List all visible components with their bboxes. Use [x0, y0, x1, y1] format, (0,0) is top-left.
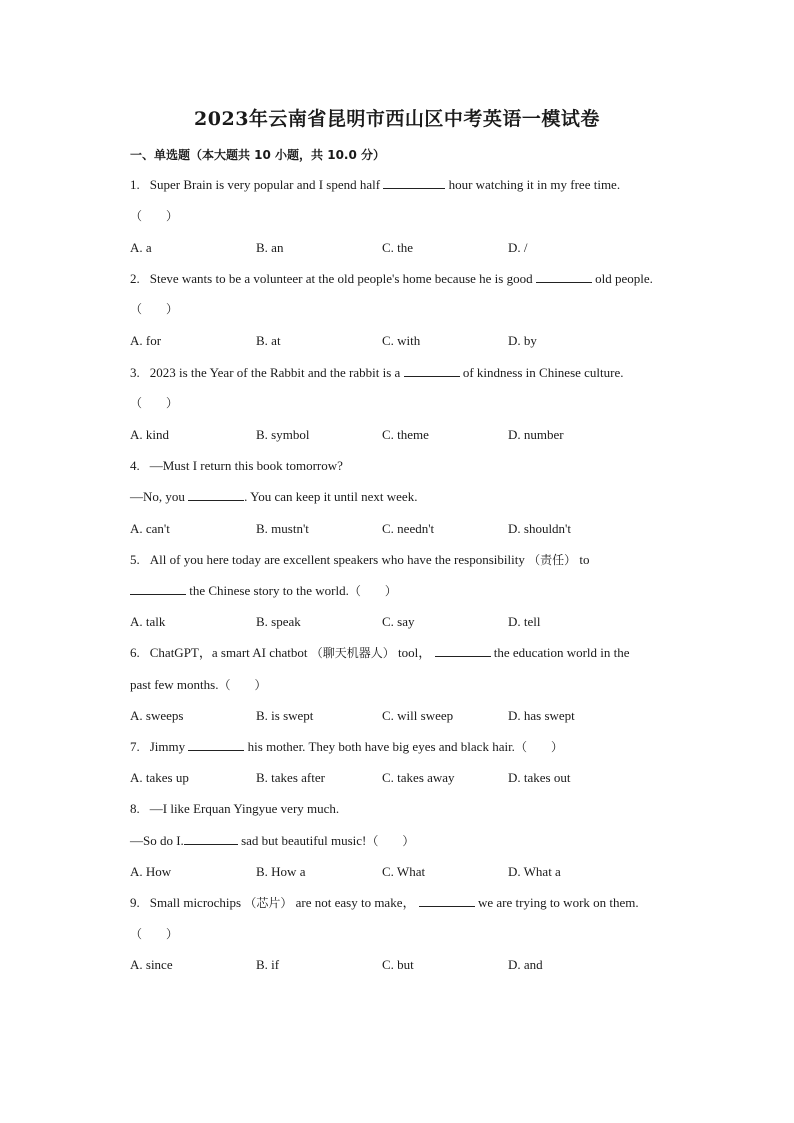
answer-blank [184, 833, 238, 845]
question-6-stem: 6. ChatGPT，a smart AI chatbot （聊天机器人） tool， the education world in the [130, 645, 630, 660]
option-d[interactable]: D. and [508, 957, 543, 972]
question-6-line2: past few months.（ ） [130, 677, 267, 692]
option-a[interactable]: A. sweeps [130, 708, 184, 723]
question-5-stem: 5. All of you here today are excellent speakers who have the responsibility （责任） to [130, 552, 590, 567]
option-c[interactable]: C. What [382, 864, 426, 879]
answer-blank [536, 271, 592, 283]
answer-blank [419, 895, 475, 907]
question-5-line2: the Chinese story to the world.（ ） [130, 583, 397, 599]
option-b[interactable]: B. is swept [256, 708, 314, 723]
question-7-stem: 7. Jimmy his mother. They both have big eyes and black hair.（ ） [130, 739, 563, 754]
option-d[interactable]: D. has swept [508, 708, 575, 723]
option-c[interactable]: C. the [382, 240, 414, 255]
answer-paren: （ ） [130, 302, 179, 316]
option-a[interactable]: A. for [130, 333, 162, 348]
option-b[interactable]: B. symbol [256, 427, 310, 442]
option-a[interactable]: A. can't [130, 521, 170, 536]
answer-paren: （ ） [130, 396, 179, 410]
question-2-stem: 2. Steve wants to be a volunteer at the old people's home because he is good old people. [130, 271, 653, 286]
option-d[interactable]: D. shouldn't [508, 521, 572, 536]
option-a[interactable]: A. talk [130, 614, 166, 629]
answer-blank [130, 583, 186, 595]
option-b[interactable]: B. mustn't [256, 521, 309, 536]
option-d[interactable]: D. tell [508, 614, 541, 629]
answer-paren: （ ） [130, 927, 179, 941]
option-c[interactable]: C. will sweep [382, 708, 454, 723]
option-c[interactable]: C. with [382, 333, 421, 348]
answer-blank [383, 177, 445, 189]
option-d[interactable]: D. takes out [508, 770, 571, 785]
question-9-stem: 9. Small microchips （芯片） are not easy to make， we are trying to work on them. [130, 895, 639, 910]
question-8-stem: 8. —I like Erquan Yingyue very much. [130, 801, 340, 816]
option-b[interactable]: B. an [256, 240, 284, 255]
option-c[interactable]: C. theme [382, 427, 429, 442]
option-c[interactable]: C. needn't [382, 521, 435, 536]
option-d[interactable]: D. / [508, 240, 528, 255]
option-d[interactable]: D. What a [508, 864, 561, 879]
option-c[interactable]: C. say [382, 614, 415, 629]
option-b[interactable]: B. at [256, 333, 281, 348]
question-4-stem: 4. —Must I return this book tomorrow? [130, 458, 343, 473]
option-c[interactable]: C. but [382, 957, 414, 972]
option-d[interactable]: D. by [508, 333, 537, 348]
question-4-line2: —No, you . You can keep it until next week. [130, 489, 418, 504]
option-b[interactable]: B. How a [256, 864, 306, 879]
answer-paren: （ ） [130, 209, 179, 223]
question-1-stem: 1. Super Brain is very popular and I spend half hour watching it in my free time. [130, 177, 621, 192]
option-b[interactable]: B. takes after [256, 770, 325, 785]
page-title: 2023年云南省昆明市西山区中考英语一模试卷 [194, 108, 600, 130]
option-d[interactable]: D. number [508, 427, 564, 442]
option-a[interactable]: A. since [130, 957, 173, 972]
option-b[interactable]: B. speak [256, 614, 301, 629]
option-a[interactable]: A. a [130, 240, 152, 255]
answer-blank [188, 739, 244, 751]
option-a[interactable]: A. kind [130, 427, 169, 442]
option-a[interactable]: A. takes up [130, 770, 189, 785]
section-heading: 一、单选题（本大题共 10 小题，共 10.0 分） [130, 148, 386, 162]
answer-blank [188, 489, 244, 501]
question-3-stem: 3. 2023 is the Year of the Rabbit and the rabbit is a of kindness in Chinese culture. [130, 365, 624, 380]
answer-blank [435, 645, 491, 657]
option-b[interactable]: B. if [256, 957, 280, 972]
question-8-line2: —So do I. sad but beautiful music!（ ） [130, 833, 415, 848]
option-c[interactable]: C. takes away [382, 770, 455, 785]
answer-blank [404, 365, 460, 377]
option-a[interactable]: A. How [130, 864, 172, 879]
